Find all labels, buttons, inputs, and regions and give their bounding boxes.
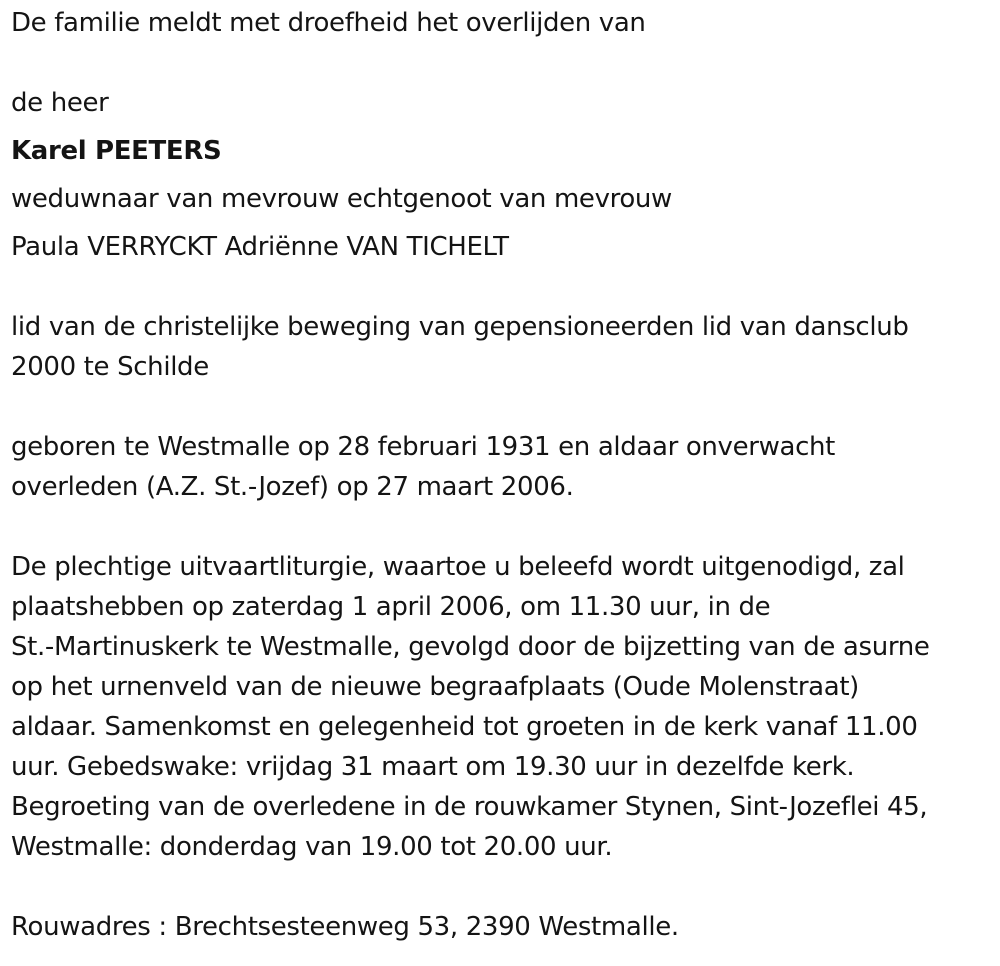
funeral-line-7: Begroeting van de overledene in de rouwkamer Stynen, Sint-Jozeflei 45,	[11, 792, 928, 822]
relation-line-2: Paula VERRYCKT Adriënne VAN TICHELT	[11, 232, 509, 262]
intro-text: De familie meldt met droefheid het overlijden van	[11, 8, 646, 38]
salutation: de heer	[11, 88, 109, 118]
funeral-line-2: plaatshebben op zaterdag 1 april 2006, om 11.30 uur, in de	[11, 592, 771, 622]
funeral-line-4: op het urnenveld van de nieuwe begraafplaats (Oude Molenstraat)	[11, 672, 859, 702]
birth-death-line-1: geboren te Westmalle op 28 februari 1931 en aldaar onverwacht	[11, 432, 835, 462]
funeral-line-6: uur. Gebedswake: vrijdag 31 maart om 19.30 uur in dezelfde kerk.	[11, 752, 855, 782]
mourning-address: Rouwadres : Brechtsesteenweg 53, 2390 Westmalle.	[11, 912, 679, 942]
funeral-line-1: De plechtige uitvaartliturgie, waartoe u beleefd wordt uitgenodigd, zal	[11, 552, 905, 582]
relation-line-1: weduwnaar van mevrouw echtgenoot van mevrouw	[11, 184, 672, 214]
birth-death-line-2: overleden (A.Z. St.-Jozef) op 27 maart 2006.	[11, 472, 574, 502]
membership-line-1: lid van de christelijke beweging van gepensioneerden lid van dansclub	[11, 312, 909, 342]
funeral-line-5: aldaar. Samenkomst en gelegenheid tot groeten in de kerk vanaf 11.00	[11, 712, 918, 742]
deceased-name: Karel PEETERS	[11, 136, 222, 166]
funeral-line-3: St.-Martinuskerk te Westmalle, gevolgd door de bijzetting van de asurne	[11, 632, 930, 662]
membership-line-2: 2000 te Schilde	[11, 352, 209, 382]
funeral-line-8: Westmalle: donderdag van 19.00 tot 20.00 uur.	[11, 832, 613, 862]
